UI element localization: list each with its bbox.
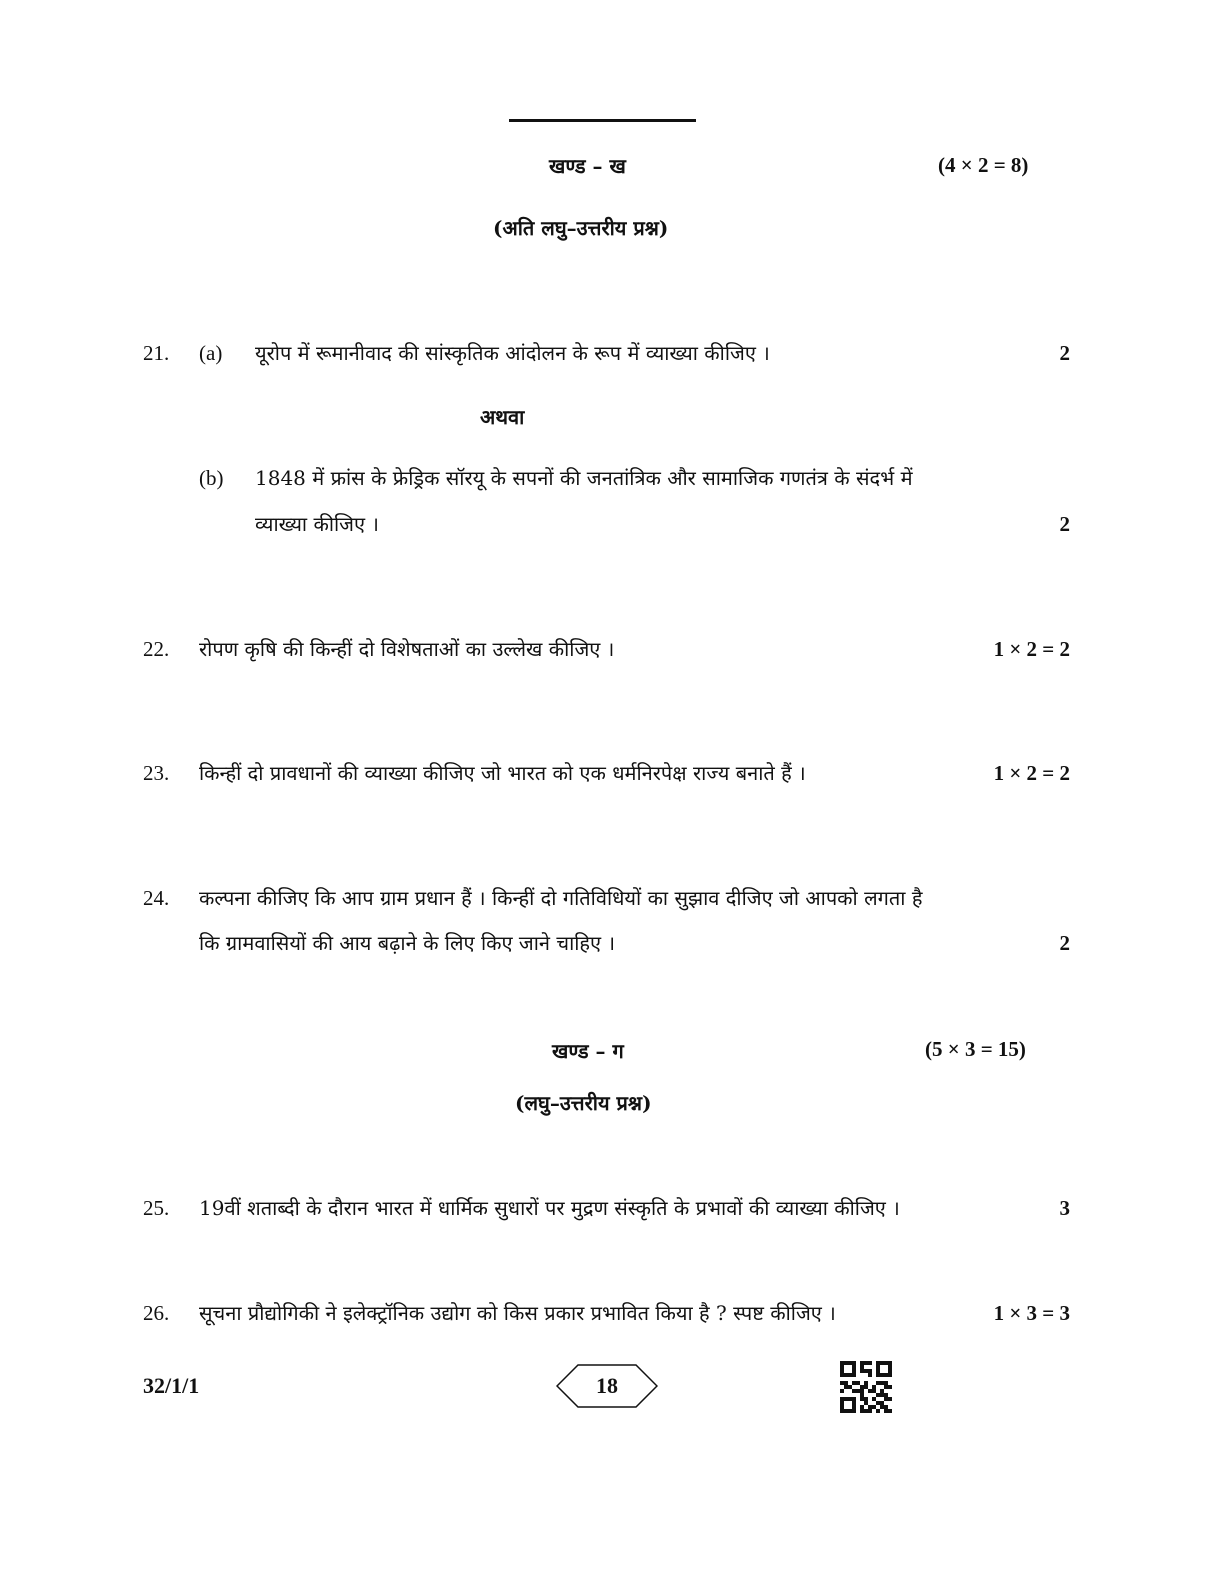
section-c-marks: (5 × 3 = 15) [925,1037,1026,1061]
q21-part-a-marks: 2 [1059,341,1070,365]
section-b-title: खण्ड – ख [549,154,626,178]
question-23-marks: 1 × 2 = 2 [993,761,1070,785]
page-number: 18 [596,1373,618,1398]
question-22-marks: 1 × 2 = 2 [993,637,1070,661]
section-c-subtitle: (लघु–उत्तरीय प्रश्न) [515,1091,652,1115]
q21-part-b-text-line1: 1848 में फ्रांस के फ्रेड्रिक सॉरयू के सपनों की जनतांत्रिक और सामाजिक गणतंत्र के संदर्भ में [255,466,913,490]
q21-part-a-text: यूरोप में रूमानीवाद की सांस्कृतिक आंदोलन के रूप में व्याख्या कीजिए । [255,341,770,365]
question-number-24: 24. [143,886,170,910]
q21-part-b-label: (b) [199,466,224,490]
question-number-25: 25. [143,1196,170,1220]
section-c-title: खण्ड – ग [552,1039,624,1063]
question-26-marks: 1 × 3 = 3 [993,1301,1070,1325]
question-24-text-line1: कल्पना कीजिए कि आप ग्राम प्रधान हैं । किन्हीं दो गतिविधियों का सुझाव दीजिए जो आपको लगता है [199,886,923,910]
question-number-21: 21. [143,341,170,365]
question-25-marks: 3 [1059,1196,1070,1220]
or-divider-label: अथवा [480,405,525,429]
question-24-text-line2: कि ग्रामवासियों की आय बढ़ाने के लिए किए जाने चाहिए । [199,931,616,955]
q21-part-a-label: (a) [199,341,223,365]
paper-code: 32/1/1 [143,1373,200,1398]
question-22-text: रोपण कृषि की किन्हीं दो विशेषताओं का उल्लेख कीजिए । [199,637,615,661]
top-divider [509,119,696,122]
page-number-badge [556,1363,658,1409]
question-number-23: 23. [143,761,170,785]
section-b-marks: (4 × 2 = 8) [938,153,1029,177]
qr-code-icon [840,1361,892,1413]
question-23-text: किन्हीं दो प्रावधानों की व्याख्या कीजिए जो भारत को एक धर्मनिरपेक्ष राज्य बनाते हैं । [199,761,806,785]
question-number-22: 22. [143,637,170,661]
question-24-marks: 2 [1059,931,1070,955]
question-25-text: 19वीं शताब्दी के दौरान भारत में धार्मिक सुधारों पर मुद्रण संस्कृति के प्रभावों की व्याख्या कीजिए । [199,1196,900,1220]
question-26-text: सूचना प्रौद्योगिकी ने इलेक्ट्रॉनिक उद्योग को किस प्रकार प्रभावित किया है ? स्पष्ट कीजिए । [199,1301,836,1325]
q21-part-b-marks: 2 [1059,512,1070,536]
question-number-26: 26. [143,1301,170,1325]
q21-part-b-text-line2: व्याख्या कीजिए । [255,512,380,536]
section-b-subtitle: (अति लघु–उत्तरीय प्रश्न) [493,216,669,240]
